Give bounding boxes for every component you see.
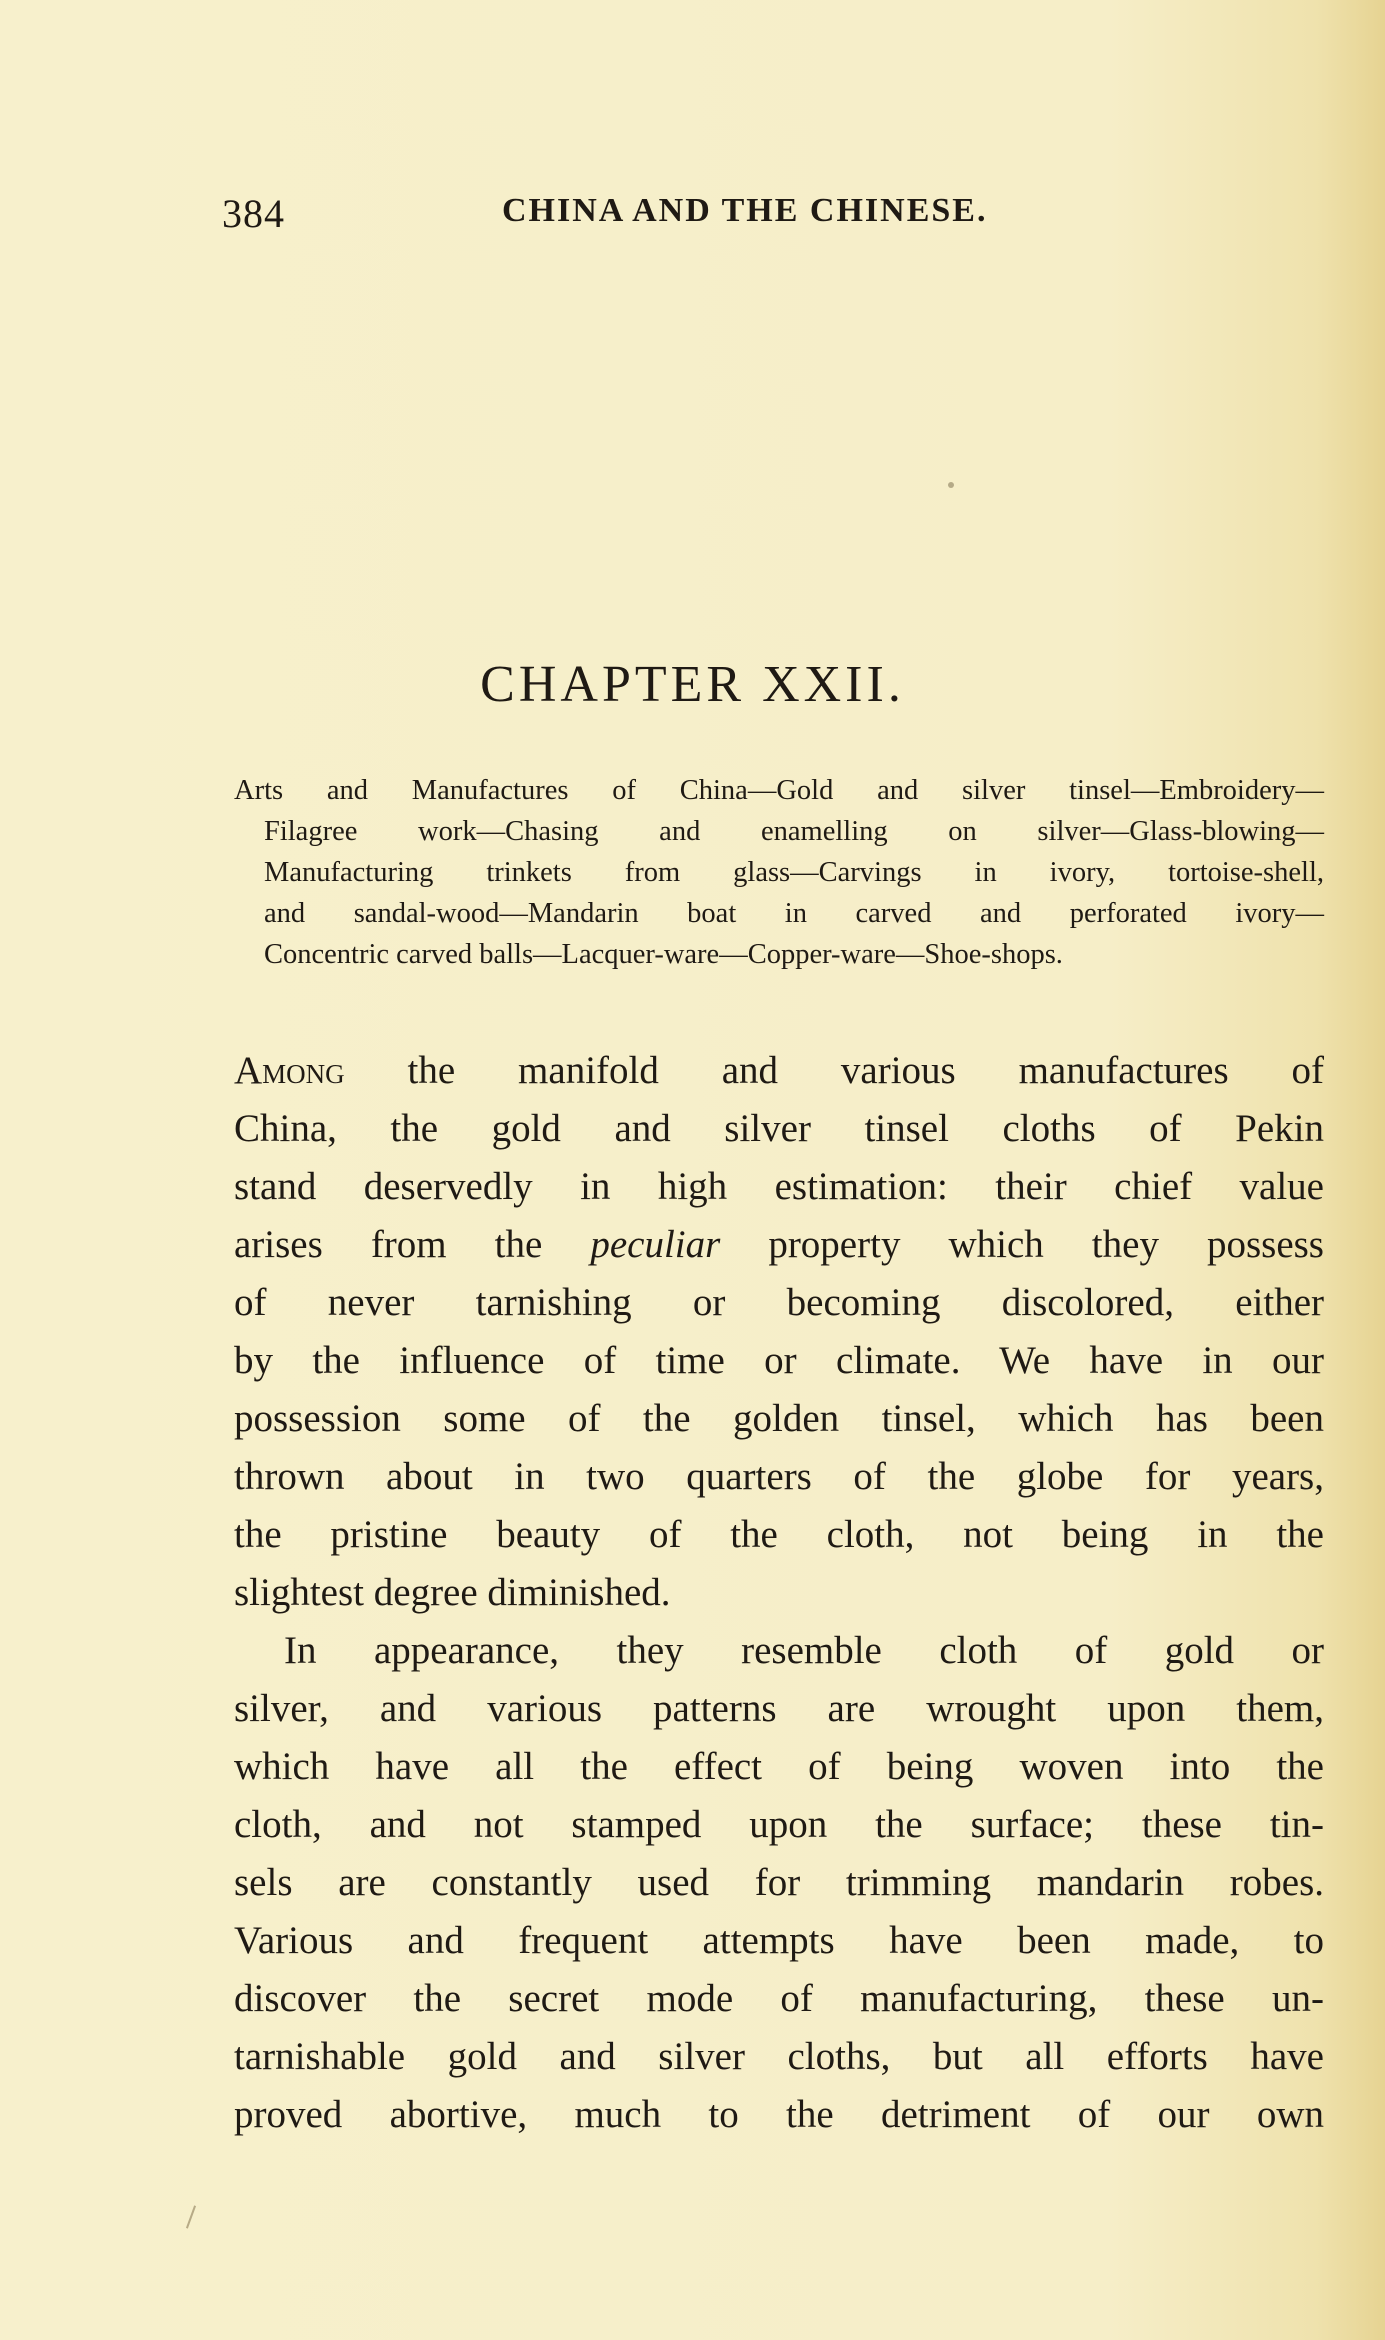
body-line: Various and frequent attempts have been made, to	[234, 1919, 1324, 1962]
body-line: of never tarnishing or becoming discolored, either	[234, 1281, 1324, 1324]
body-line: thrown about in two quarters of the globe for years,	[234, 1455, 1324, 1498]
page-number: 384	[222, 191, 285, 236]
body-line: cloth, and not stamped upon the surface; these tin-	[234, 1803, 1324, 1846]
running-head: CHINA AND THE CHINESE.	[502, 192, 988, 229]
synopsis-line: and sandal-wood—Mandarin boat in carved and perforated ivory—	[264, 898, 1324, 929]
body-line: silver, and various patterns are wrought upon them,	[234, 1687, 1324, 1730]
body-line: China, the gold and silver tinsel cloths of Pekin	[234, 1107, 1324, 1150]
synopsis-line: Manufacturing trinkets from glass—Carvings in ivory, tortoise-shell,	[264, 857, 1324, 888]
synopsis-line: Concentric carved balls—Lacquer-ware—Copper-ware—Shoe-shops.	[264, 939, 1063, 970]
ink-speck	[948, 482, 954, 488]
body-line: by the influence of time or climate. We have in our	[234, 1339, 1324, 1382]
body-line: sels are constantly used for trimming mandarin robes.	[234, 1861, 1324, 1904]
body-line: the pristine beauty of the cloth, not being in the	[234, 1513, 1324, 1556]
italic-word: peculiar	[590, 1223, 721, 1266]
synopsis-line: Arts and Manufactures of China—Gold and silver tinsel—Embroidery—	[234, 775, 1324, 806]
opening-word: Among	[234, 1049, 345, 1092]
chapter-title: CHAPTER XXII.	[480, 656, 905, 713]
chapter-synopsis	[234, 770, 1324, 975]
body-line: which have all the effect of being woven into the	[234, 1745, 1324, 1788]
body-line: Among the manifold and various manufactures of	[234, 1049, 1324, 1092]
body-line: proved abortive, much to the detriment of our own	[234, 2093, 1324, 2136]
page-header	[222, 190, 1052, 240]
body-line: arises from the peculiar property which they possess	[234, 1223, 1324, 1266]
pencil-mark	[186, 2205, 196, 2228]
body-line: tarnishable gold and silver cloths, but all efforts have	[234, 2035, 1324, 2078]
body-text	[234, 1042, 1324, 2144]
body-line: stand deservedly in high estimation: their chief value	[234, 1165, 1324, 1208]
body-line: slightest degree diminished.	[234, 1571, 671, 1614]
synopsis-line: Filagree work—Chasing and enamelling on silver—Glass-blowing—	[264, 816, 1324, 847]
body-line: In appearance, they resemble cloth of gold or	[284, 1629, 1324, 1672]
body-line: discover the secret mode of manufacturing, these un-	[234, 1977, 1324, 2020]
body-line: possession some of the golden tinsel, which has been	[234, 1397, 1324, 1440]
